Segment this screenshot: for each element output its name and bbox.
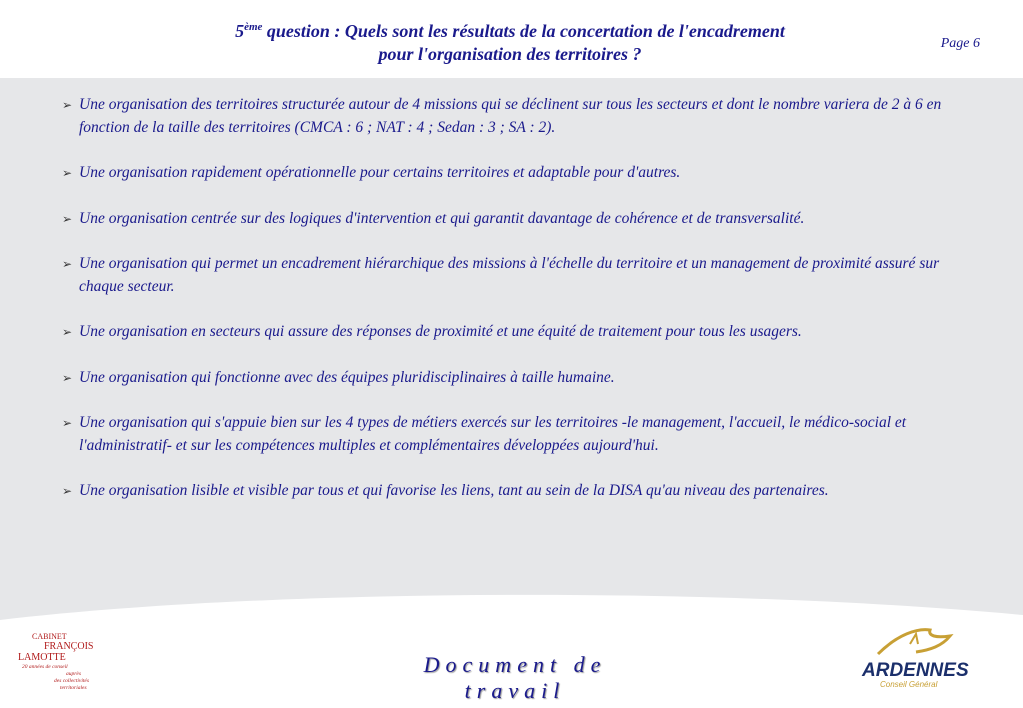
bullet-text: Une organisation qui fonctionne avec des équipes pluridisciplinaires à taille humaine. <box>79 368 615 386</box>
arrow-bullet-icon: ➢ <box>62 211 73 226</box>
logo-left-line6: des collectivités <box>54 678 89 684</box>
title-superscript: ème <box>244 21 263 33</box>
logo-left-line2: FRANÇOIS <box>44 641 94 652</box>
bullet-text: Une organisation qui permet un encadrement hiérarchique des missions à l'échelle du territoire et un management de proximité assuré sur chaque secteur. <box>79 255 940 295</box>
bullet-text: Une organisation en secteurs qui assure des réponses de proximité et une équité de traitement pour tous les usagers. <box>79 323 802 340</box>
footer-title: Document de travail <box>423 652 607 703</box>
bullet-text: Une organisation rapidement opérationnelle pour certains territoires et adaptable pour d'autres. <box>79 164 681 181</box>
arrow-bullet-icon: ➢ <box>62 484 73 498</box>
bullet-list <box>62 94 982 526</box>
bullet-item <box>62 253 982 298</box>
arrow-bullet-icon: ➢ <box>62 257 73 271</box>
ardennes-logo <box>858 626 978 692</box>
logo-right-name: ARDENNES <box>862 660 969 681</box>
arrow-bullet-icon: ➢ <box>62 325 73 339</box>
title-line2: pour l'organisation des territoires ? <box>378 44 642 64</box>
logo-right-sub: Conseil Général <box>880 680 938 689</box>
title-prefix: 5 <box>235 21 245 41</box>
bullet-item <box>62 480 982 503</box>
title-line1: question : Quels sont les résultats de la concertation de l'encadrement <box>262 21 785 41</box>
bullet-item <box>62 321 982 344</box>
logo-left-line7: territoriales <box>60 685 87 691</box>
page-number: Page 6 <box>940 36 980 51</box>
cabinet-lamotte-logo <box>14 630 124 698</box>
page-title <box>150 16 870 66</box>
logo-left-line1: CABINET <box>32 632 67 641</box>
header <box>0 0 1023 78</box>
arrow-bullet-icon: ➢ <box>62 166 73 180</box>
bullet-text: Une organisation qui s'appuie bien sur les 4 types de métiers exercés sur les territoires -le management, l'accueil, le médico-social et l'administratif- et sur les compétences multiples et complémentaires développées aujourd'hui. <box>79 414 907 454</box>
arrow-bullet-icon: ➢ <box>62 416 73 430</box>
arrow-bullet-icon: ➢ <box>62 98 73 112</box>
logo-left-line3: LAMOTTE <box>18 652 66 663</box>
bullet-item <box>62 94 982 139</box>
arrow-bullet-icon: ➢ <box>62 370 73 385</box>
bullet-item <box>62 412 982 457</box>
logo-left-line5: auprès <box>66 671 81 677</box>
bullet-item <box>62 367 982 390</box>
logo-left-line4: 20 années de conseil <box>22 664 68 670</box>
bullet-text: Une organisation centrée sur des logiques d'intervention et qui garantit davantage de cohérence et de transversalité. <box>79 209 805 227</box>
bullet-text: Une organisation des territoires structurée autour de 4 missions qui se déclinent sur tous les secteurs et dont le nombre variera de 2 à 6 en fonction de la taille des territoires (CMCA : 6 ; NAT : 4 ; Sedan : 3 ; SA : 2). <box>79 96 942 136</box>
bullet-item <box>62 162 982 185</box>
bullet-item <box>62 208 982 231</box>
bullet-text: Une organisation lisible et visible par tous et qui favorise les liens, tant au sein de la DISA qu'au niveau des partenaires. <box>79 482 829 499</box>
